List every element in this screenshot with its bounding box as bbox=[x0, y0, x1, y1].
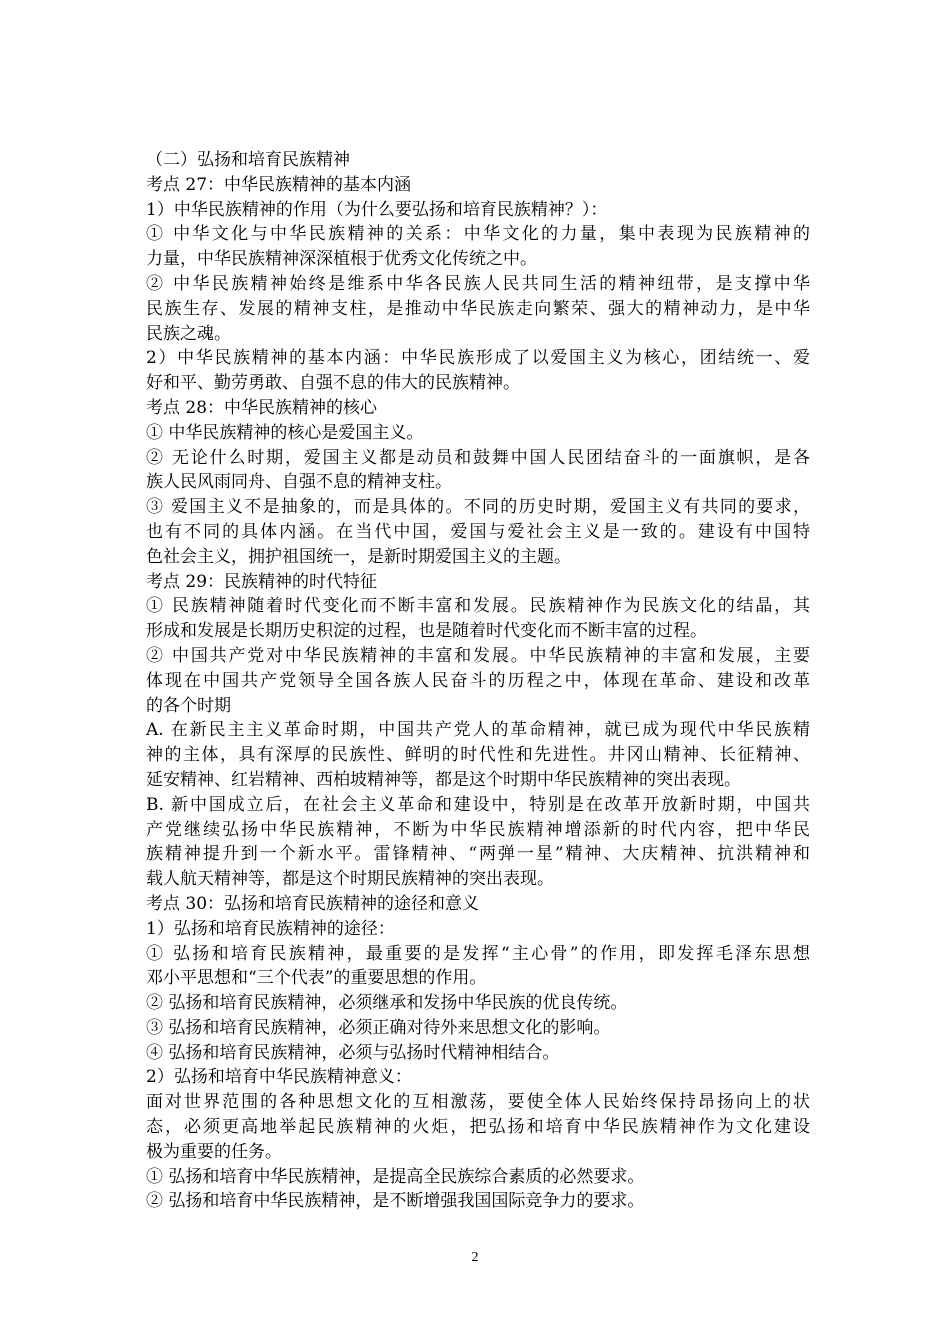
page-number: 2 bbox=[471, 1250, 479, 1265]
text-line: A. 在新民主主义革命时期，中国共产党人的革命精神，就已成为现代中华民族精 bbox=[146, 720, 810, 741]
text-line: 族人民风雨同舟、自强不息的精神支柱。 bbox=[146, 472, 452, 493]
text-line: 产党继续弘扬中华民族精神，不断为中华民族精神增添新的时代内容，把中华民 bbox=[146, 819, 810, 840]
text-line: 色社会主义，拥护祖国统一，是新时期爱国主义的主题。 bbox=[146, 546, 571, 567]
text-line: ① 中华文化与中华民族精神的关系：中华文化的力量，集中表现为民族精神的 bbox=[146, 224, 810, 245]
text-line: 1）弘扬和培育民族精神的途径： bbox=[146, 918, 395, 939]
text-line: ① 弘扬和培育民族精神，最重要的是发挥“主心骨”的作用，即发挥毛泽东思想 bbox=[146, 943, 810, 964]
text-line: ④ 弘扬和培育民族精神，必须与弘扬时代精神相结合。 bbox=[146, 1042, 560, 1063]
text-line: 好和平、勤劳勇敢、自强不息的伟大的民族精神。 bbox=[146, 373, 520, 394]
text-line: B. 新中国成立后，在社会主义革命和建设中，特别是在改革开放新时期，中国共 bbox=[146, 794, 810, 815]
text-line: ① 弘扬和培育中华民族精神，是提高全民族综合素质的必然要求。 bbox=[146, 1166, 645, 1187]
text-line: 1）中华民族精神的作用（为什么要弘扬和培育民族精神？）： bbox=[146, 199, 608, 220]
text-line: 力量，中华民族精神深深植根于优秀文化传统之中。 bbox=[146, 249, 537, 270]
text-line: 载人航天精神等，都是这个时期民族精神的突出表现。 bbox=[146, 869, 554, 890]
text-line: 的各个时期 bbox=[146, 695, 231, 716]
text-line: ② 弘扬和培育民族精神，必须继承和发扬中华民族的优良传统。 bbox=[146, 993, 628, 1014]
text-line: 态，必须更高地举起民族精神的火炬，把弘扬和培育中华民族精神作为文化建设 bbox=[146, 1117, 810, 1138]
text-line: 2）中华民族精神的基本内涵：中华民族形成了以爱国主义为核心，团结统一、爱 bbox=[146, 348, 810, 369]
text-line: 2）弘扬和培育中华民族精神意义： bbox=[146, 1067, 412, 1088]
text-line: 延安精神、红岩精神、西柏坡精神等，都是这个时期中华民族精神的突出表现。 bbox=[146, 769, 741, 790]
text-line: ③ 弘扬和培育民族精神，必须正确对待外来思想文化的影响。 bbox=[146, 1017, 611, 1038]
text-line: 也有不同的具体内涵。在当代中国，爱国与爱社会主义是一致的。建设有中国特 bbox=[146, 521, 810, 542]
text-line: 民族之魂。 bbox=[146, 323, 231, 344]
text-line: 体现在中国共产党领导全国各族人民奋斗的历程之中，体现在革命、建设和改革 bbox=[146, 670, 810, 691]
text-line: 考点 28：中华民族精神的核心 bbox=[146, 397, 378, 418]
text-line: 考点 30：弘扬和培育民族精神的途径和意义 bbox=[146, 893, 480, 914]
text-line: 族精神提升到一个新水平。雷锋精神、“两弹一星”精神、大庆精神、抗洪精神和 bbox=[146, 844, 810, 865]
text-line: ① 民族精神随着时代变化而不断丰富和发展。民族精神作为民族文化的结晶，其 bbox=[146, 596, 810, 617]
text-line: 形成和发展是长期历史积淀的过程，也是随着时代变化而不断丰富的过程。 bbox=[146, 621, 707, 642]
text-line: 面对世界范围的各种思想文化的互相激荡，要使全体人民始终保持昂扬向上的状 bbox=[146, 1092, 810, 1113]
text-line: （二）弘扬和培育民族精神 bbox=[146, 150, 350, 170]
text-line: ② 中国共产党对中华民族精神的丰富和发展。中华民族精神的丰富和发展，主要 bbox=[146, 645, 810, 666]
text-line: ③ 爱国主义不是抽象的，而是具体的。不同的历史时期，爱国主义有共同的要求， bbox=[146, 497, 810, 518]
text-line: 极为重要的任务。 bbox=[146, 1141, 282, 1162]
text-line: ② 中华民族精神始终是维系中华各民族人民共同生活的精神纽带，是支撑中华 bbox=[146, 273, 810, 294]
text-line: 邓小平思想和“三个代表”的重要思想的作用。 bbox=[146, 968, 487, 989]
text-line: 考点 29：民族精神的时代特征 bbox=[146, 571, 378, 592]
text-line: 考点 27：中华民族精神的基本内涵 bbox=[146, 174, 412, 195]
text-line: 民族生存、发展的精神支柱，是推动中华民族走向繁荣、强大的精神动力，是中华 bbox=[146, 298, 810, 319]
text-line: 神的主体，具有深厚的民族性、鲜明的时代性和先进性。井冈山精神、长征精神、 bbox=[146, 745, 810, 766]
text-line: ② 无论什么时期，爱国主义都是动员和鼓舞中国人民团结奋斗的一面旗帜，是各 bbox=[146, 447, 810, 468]
document-body bbox=[146, 148, 810, 1214]
text-line: ① 中华民族精神的核心是爱国主义。 bbox=[146, 422, 424, 443]
text-line: ② 弘扬和培育中华民族精神，是不断增强我国国际竞争力的要求。 bbox=[146, 1191, 645, 1212]
